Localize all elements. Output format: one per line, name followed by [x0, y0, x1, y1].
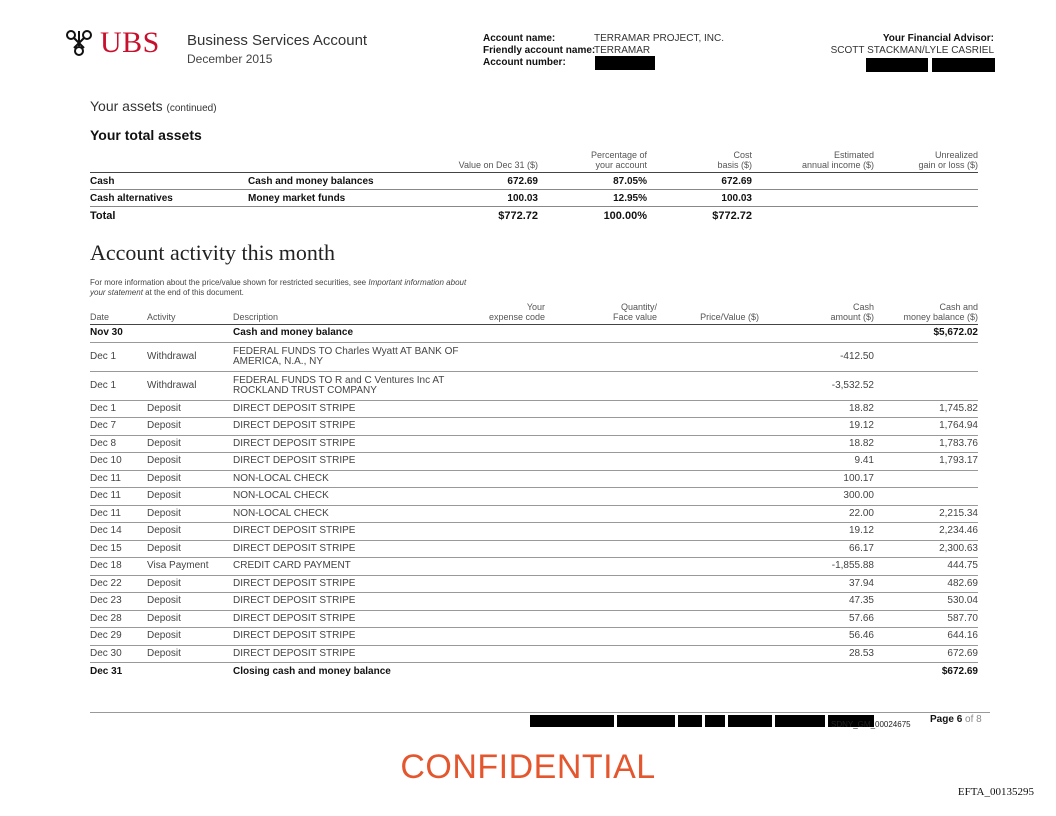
row-cash-amount: -1,855.88	[759, 558, 874, 576]
activity-note: For more information about the price/value shown for restricted securities, see Important information about your statement at the end of this document.	[90, 278, 467, 297]
row-money-balance: 672.69	[874, 645, 978, 663]
row-cash-amount: 100.17	[759, 470, 874, 488]
row-description: DIRECT DEPOSIT STRIPE	[233, 575, 463, 593]
row-description: NON-LOCAL CHECK	[233, 470, 463, 488]
row-money-balance: 2,234.46	[874, 523, 978, 541]
footer-divider	[90, 712, 990, 713]
asset-cost-basis: 100.03	[647, 190, 752, 207]
total-assets-table	[90, 150, 978, 225]
row-cash-amount: 56.46	[759, 628, 874, 646]
row-activity: Visa Payment	[147, 558, 233, 576]
col-date: Date	[90, 302, 147, 325]
asset-percentage: 87.05%	[538, 173, 647, 190]
row-cash-amount: 28.53	[759, 645, 874, 663]
table-row	[90, 453, 978, 471]
row-activity: Deposit	[147, 435, 233, 453]
row-activity: Deposit	[147, 523, 233, 541]
footer-redaction	[530, 715, 614, 727]
row-activity: Withdrawal	[147, 342, 233, 371]
row-date: Dec 28	[90, 610, 147, 628]
table-header-row	[90, 150, 978, 173]
row-date: Dec 1	[90, 342, 147, 371]
account-type-title: Business Services Account	[187, 32, 368, 49]
table-row	[90, 558, 978, 576]
col-description: Description	[233, 302, 463, 325]
table-row	[90, 505, 978, 523]
activity-table	[90, 302, 978, 680]
total-value: $772.72	[498, 209, 538, 222]
table-row	[90, 593, 978, 611]
table-row	[90, 488, 978, 506]
assets-heading-note: (continued)	[166, 103, 217, 114]
row-date: Dec 1	[90, 400, 147, 418]
row-activity: Deposit	[147, 488, 233, 506]
row-cash-amount: 19.12	[759, 418, 874, 436]
account-name-label: Account name:	[483, 33, 556, 44]
row-activity: Deposit	[147, 470, 233, 488]
row-activity: Deposit	[147, 400, 233, 418]
row-money-balance	[874, 470, 978, 488]
assets-heading	[90, 98, 217, 114]
table-row	[90, 575, 978, 593]
table-row	[90, 400, 978, 418]
advisor-redaction	[932, 58, 995, 72]
row-description: DIRECT DEPOSIT STRIPE	[233, 593, 463, 611]
table-row	[90, 342, 978, 371]
row-money-balance	[874, 371, 978, 400]
row-money-balance	[874, 342, 978, 371]
row-date: Dec 10	[90, 453, 147, 471]
row-description: NON-LOCAL CHECK	[233, 505, 463, 523]
row-money-balance: 530.04	[874, 593, 978, 611]
row-activity: Deposit	[147, 575, 233, 593]
row-description: DIRECT DEPOSIT STRIPE	[233, 453, 463, 471]
row-activity: Deposit	[147, 505, 233, 523]
table-header-row	[90, 302, 978, 325]
table-row	[90, 540, 978, 558]
row-date: Dec 11	[90, 470, 147, 488]
row-money-balance: 587.70	[874, 610, 978, 628]
table-row	[90, 418, 978, 436]
account-number-label: Account number:	[483, 57, 566, 68]
row-description: DIRECT DEPOSIT STRIPE	[233, 418, 463, 436]
bates-number: SDNY_GM_00024675	[831, 720, 911, 729]
footer-redaction	[617, 715, 675, 727]
statement-month: December 2015	[187, 52, 273, 66]
col-percentage: Percentage of your account	[538, 150, 647, 173]
opening-description: Cash and money balance	[233, 325, 463, 343]
row-description: DIRECT DEPOSIT STRIPE	[233, 400, 463, 418]
table-total-row	[90, 207, 978, 225]
row-cash-amount: 19.12	[759, 523, 874, 541]
row-date: Dec 14	[90, 523, 147, 541]
row-money-balance: 482.69	[874, 575, 978, 593]
row-cash-amount: 18.82	[759, 400, 874, 418]
row-activity: Deposit	[147, 418, 233, 436]
account-info-values	[594, 33, 724, 57]
financial-advisor	[831, 33, 994, 57]
row-cash-amount: -412.50	[759, 342, 874, 371]
row-activity: Deposit	[147, 593, 233, 611]
asset-description: Money market funds	[248, 190, 448, 207]
row-date: Dec 11	[90, 488, 147, 506]
row-cash-amount: 47.35	[759, 593, 874, 611]
total-percentage: 100.00%	[603, 209, 647, 222]
asset-description: Cash and money balances	[248, 173, 448, 190]
row-money-balance: 644.16	[874, 628, 978, 646]
advisor-label: Your Financial Advisor:	[882, 33, 994, 44]
table-row	[90, 645, 978, 663]
col-expense-code: Your expense code	[463, 302, 545, 325]
confidential-stamp: CONFIDENTIAL	[400, 748, 656, 786]
row-money-balance: 2,215.34	[874, 505, 978, 523]
row-cash-amount: 18.82	[759, 435, 874, 453]
row-money-balance: 1,793.17	[874, 453, 978, 471]
row-description: DIRECT DEPOSIT STRIPE	[233, 628, 463, 646]
table-row	[90, 173, 978, 190]
footer-redaction	[678, 715, 702, 727]
row-date: Dec 22	[90, 575, 147, 593]
asset-percentage: 12.95%	[538, 190, 647, 207]
row-description: DIRECT DEPOSIT STRIPE	[233, 645, 463, 663]
row-date: Dec 7	[90, 418, 147, 436]
col-price-value: Price/Value ($)	[657, 302, 759, 325]
col-money-balance: Cash and money balance ($)	[874, 302, 978, 325]
row-money-balance: 444.75	[874, 558, 978, 576]
table-row	[90, 470, 978, 488]
row-description: DIRECT DEPOSIT STRIPE	[233, 610, 463, 628]
closing-date: Dec 31	[90, 665, 123, 677]
col-cash-amount: Cash amount ($)	[759, 302, 874, 325]
row-description: NON-LOCAL CHECK	[233, 488, 463, 506]
row-date: Dec 29	[90, 628, 147, 646]
row-description: CREDIT CARD PAYMENT	[233, 558, 463, 576]
row-cash-amount: -3,532.52	[759, 371, 874, 400]
ubs-logo-text: UBS	[100, 26, 160, 59]
row-money-balance: 2,300.63	[874, 540, 978, 558]
row-date: Dec 1	[90, 371, 147, 400]
row-money-balance: 1,745.82	[874, 400, 978, 418]
opening-balance-row	[90, 325, 978, 343]
col-activity: Activity	[147, 302, 233, 325]
row-date: Dec 15	[90, 540, 147, 558]
closing-balance: $672.69	[941, 665, 978, 677]
total-label: Total	[90, 209, 116, 222]
row-cash-amount: 22.00	[759, 505, 874, 523]
footer-redaction	[728, 715, 772, 727]
row-date: Dec 18	[90, 558, 147, 576]
total-assets-title: Your total assets	[90, 127, 202, 143]
asset-value: 672.69	[448, 173, 538, 190]
opening-balance: $5,672.02	[874, 325, 978, 343]
table-row	[90, 435, 978, 453]
footer-redactions	[530, 715, 874, 727]
account-name-value: TERRAMAR PROJECT, INC.	[594, 33, 725, 44]
account-number-redaction	[595, 56, 655, 70]
row-date: Dec 23	[90, 593, 147, 611]
table-row	[90, 523, 978, 541]
asset-category: Cash	[90, 173, 248, 190]
row-cash-amount: 9.41	[759, 453, 874, 471]
col-annual-income: Estimated annual income ($)	[752, 150, 874, 173]
row-cash-amount: 300.00	[759, 488, 874, 506]
asset-category: Cash alternatives	[90, 190, 248, 207]
col-unrealized-gain: Unrealized gain or loss ($)	[874, 150, 978, 173]
asset-value: 100.03	[448, 190, 538, 207]
row-date: Dec 30	[90, 645, 147, 663]
closing-balance-row	[90, 663, 978, 681]
footer-redaction	[705, 715, 725, 727]
row-description: DIRECT DEPOSIT STRIPE	[233, 435, 463, 453]
row-activity: Deposit	[147, 610, 233, 628]
row-money-balance: 1,764.94	[874, 418, 978, 436]
row-money-balance	[874, 488, 978, 506]
row-activity: Deposit	[147, 628, 233, 646]
page-number: Page 6 of 8	[930, 714, 982, 725]
opening-date: Nov 30	[90, 325, 147, 343]
assets-heading-text: Your assets	[90, 98, 163, 114]
ubs-logo	[62, 28, 160, 58]
row-description: FEDERAL FUNDS TO Charles Wyatt AT BANK OF AMERICA, N.A., NY	[233, 342, 463, 371]
advisor-redaction	[866, 58, 928, 72]
row-date: Dec 8	[90, 435, 147, 453]
friendly-name-value: TERRAMAR	[594, 45, 651, 56]
asset-cost-basis: 672.69	[647, 173, 752, 190]
efta-number: EFTA_00135295	[957, 786, 1034, 798]
row-description: DIRECT DEPOSIT STRIPE	[233, 523, 463, 541]
activity-title: Account activity this month	[90, 240, 336, 265]
row-activity: Withdrawal	[147, 371, 233, 400]
row-cash-amount: 66.17	[759, 540, 874, 558]
footer-redaction	[775, 715, 825, 727]
col-quantity: Quantity/ Face value	[545, 302, 657, 325]
row-activity: Deposit	[147, 540, 233, 558]
col-value: Value on Dec 31 ($)	[448, 150, 538, 173]
table-row	[90, 190, 978, 207]
row-date: Dec 11	[90, 505, 147, 523]
friendly-name-label: Friendly account name:	[483, 45, 596, 56]
closing-description: Closing cash and money balance	[233, 665, 391, 677]
account-info-labels	[483, 33, 595, 69]
row-description: DIRECT DEPOSIT STRIPE	[233, 540, 463, 558]
row-cash-amount: 37.94	[759, 575, 874, 593]
row-money-balance: 1,783.76	[874, 435, 978, 453]
ubs-keys-icon	[62, 28, 96, 58]
table-row	[90, 610, 978, 628]
row-description: FEDERAL FUNDS TO R and C Ventures Inc AT ROCKLAND TRUST COMPANY	[233, 371, 463, 400]
table-row	[90, 628, 978, 646]
total-cost-basis: $772.72	[712, 209, 752, 222]
row-activity: Deposit	[147, 645, 233, 663]
row-cash-amount: 57.66	[759, 610, 874, 628]
row-activity: Deposit	[147, 453, 233, 471]
advisor-names: SCOTT STACKMAN/LYLE CASRIEL	[830, 45, 994, 56]
table-row	[90, 371, 978, 400]
col-cost-basis: Cost basis ($)	[647, 150, 752, 173]
